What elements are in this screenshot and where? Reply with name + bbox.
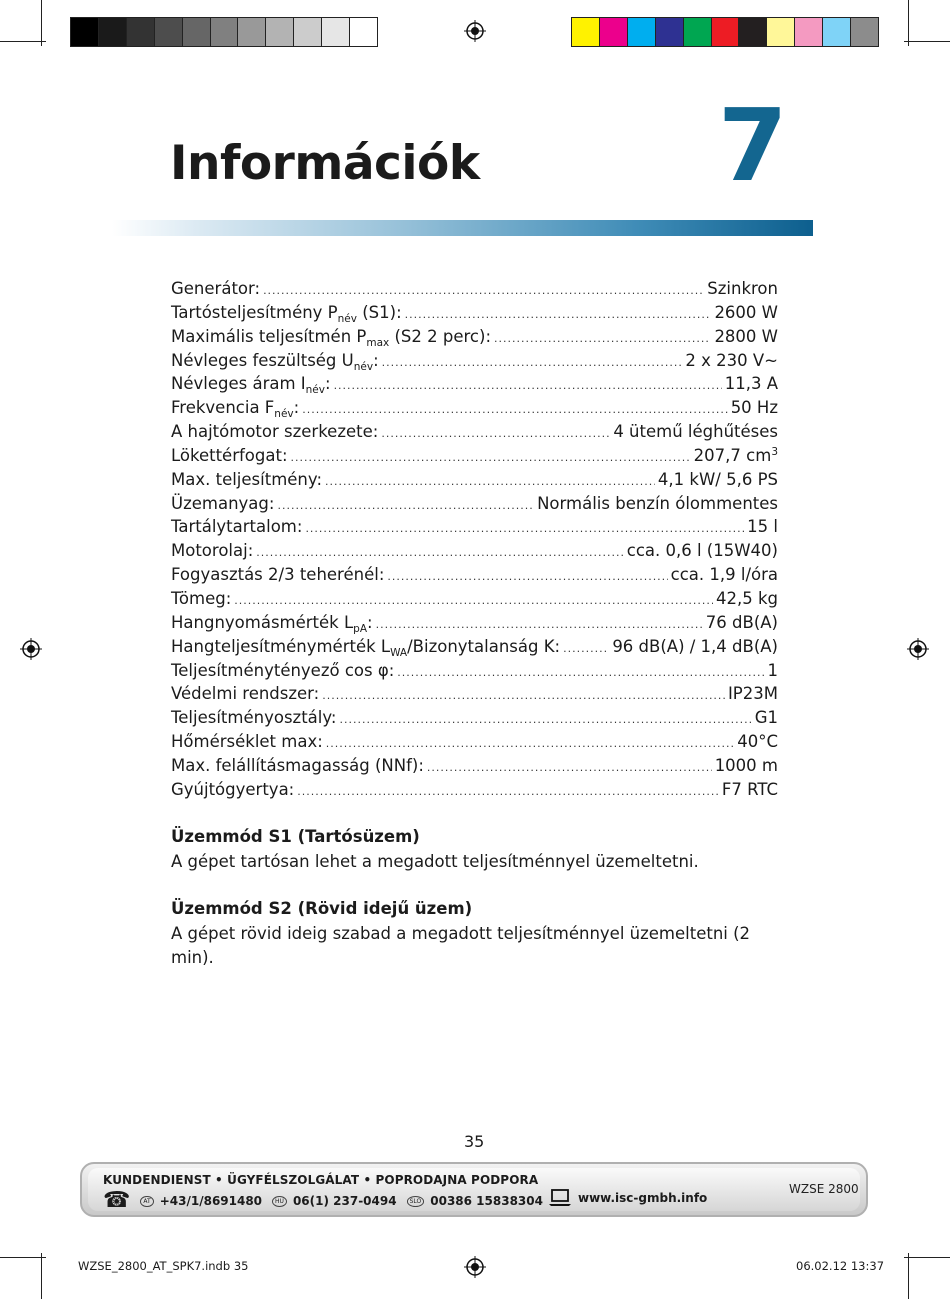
color-swatch bbox=[211, 18, 239, 46]
chapter-number: 7 bbox=[718, 87, 788, 204]
color-swatch bbox=[656, 18, 684, 46]
dot-leader bbox=[427, 761, 712, 774]
spec-label bbox=[171, 613, 373, 635]
spec-value: 1000 m bbox=[714, 755, 778, 775]
spec-value-text: 207,7 cm bbox=[693, 445, 772, 465]
registration-mark-icon bbox=[464, 1256, 486, 1278]
spec-list bbox=[171, 279, 778, 804]
dot-leader bbox=[263, 284, 704, 297]
spec-row bbox=[171, 327, 778, 351]
spec-label-text: (S2 2 perc): bbox=[389, 326, 492, 346]
spec-label-text: Hangnyomásmérték L bbox=[171, 612, 354, 632]
dot-leader bbox=[256, 546, 623, 559]
telephone-icon: ☎ bbox=[103, 1188, 131, 1213]
spec-value: 2600 W bbox=[714, 302, 778, 322]
color-swatch bbox=[322, 18, 350, 46]
spec-value: 50 Hz bbox=[730, 398, 778, 418]
color-swatch bbox=[99, 18, 127, 46]
spec-label-text: Frekvencia F bbox=[171, 398, 275, 418]
phone-row bbox=[103, 1190, 543, 1212]
dot-leader bbox=[397, 666, 764, 679]
mode-s1-text: A gépet tartósan lehet a megadott teljesítménnyel üzemeltetni. bbox=[171, 852, 699, 871]
spec-row bbox=[171, 494, 778, 518]
color-swatch bbox=[71, 18, 99, 46]
spec-value-superscript: 3 bbox=[771, 445, 778, 458]
dot-leader bbox=[405, 308, 712, 321]
dot-leader bbox=[297, 785, 719, 798]
process-color-bar bbox=[571, 17, 879, 47]
spec-value: 15 l bbox=[747, 517, 778, 537]
crop-mark bbox=[908, 1253, 909, 1299]
spec-label bbox=[171, 374, 331, 396]
grayscale-color-bar bbox=[70, 17, 378, 47]
color-swatch bbox=[572, 18, 600, 46]
spec-label-subscript: max bbox=[366, 336, 390, 349]
crop-mark bbox=[0, 41, 46, 42]
phone-number[interactable]: 00386 15838304 bbox=[430, 1194, 543, 1208]
spec-label-text: Tartósteljesítmény P bbox=[171, 302, 338, 322]
color-swatch bbox=[739, 18, 767, 46]
dot-leader bbox=[322, 689, 725, 702]
spec-label: Generátor: bbox=[171, 279, 261, 298]
color-swatch bbox=[767, 18, 795, 46]
spec-label: Teljesítményosztály: bbox=[171, 708, 337, 728]
phone-number[interactable]: 06(1) 237-0494 bbox=[292, 1194, 397, 1208]
spec-label bbox=[171, 351, 379, 373]
spec-value: 4,1 kW/ 5,6 PS bbox=[657, 469, 778, 489]
slug-file-name: WZSE_2800_AT_SPK7.indb 35 bbox=[78, 1259, 249, 1273]
spec-label-text: : bbox=[373, 350, 379, 370]
spec-value: G1 bbox=[754, 708, 778, 728]
spec-row bbox=[171, 541, 778, 565]
color-swatch bbox=[851, 18, 878, 46]
color-swatch bbox=[127, 18, 155, 46]
crop-mark bbox=[904, 1257, 950, 1258]
dot-leader bbox=[563, 642, 609, 655]
crop-mark bbox=[904, 41, 950, 42]
dot-leader bbox=[387, 570, 667, 583]
spec-value: cca. 1,9 l/óra bbox=[670, 565, 778, 585]
slug-date: 06.02.12 13:37 bbox=[796, 1259, 885, 1273]
spec-label bbox=[171, 398, 299, 420]
spec-value: cca. 0,6 l (15W40) bbox=[626, 541, 778, 561]
spec-label-text: : bbox=[325, 374, 331, 394]
color-swatch bbox=[183, 18, 211, 46]
color-swatch bbox=[600, 18, 628, 46]
color-swatch bbox=[350, 18, 377, 46]
spec-label: Lökettérfogat: bbox=[171, 445, 288, 465]
spec-label: Tömeg: bbox=[171, 588, 232, 608]
dot-leader bbox=[376, 618, 703, 631]
header-gradient-bar bbox=[112, 220, 813, 236]
dot-leader bbox=[326, 737, 734, 750]
spec-label-subscript: név bbox=[274, 408, 294, 421]
spec-row bbox=[171, 565, 778, 589]
color-swatch bbox=[823, 18, 851, 46]
spec-label: Motorolaj: bbox=[171, 541, 254, 561]
spec-value: 76 dB(A) bbox=[705, 612, 778, 632]
page-title: Információk bbox=[170, 136, 480, 191]
spec-value: 2800 W bbox=[714, 326, 778, 346]
spec-label-text: /Bizonytalanság K: bbox=[407, 636, 561, 656]
crop-mark bbox=[908, 0, 909, 46]
color-swatch bbox=[684, 18, 712, 46]
spec-row bbox=[171, 422, 778, 446]
spec-value: IP23M bbox=[727, 684, 778, 704]
spec-row bbox=[171, 398, 778, 422]
website-row bbox=[548, 1189, 707, 1207]
dot-leader bbox=[291, 451, 691, 464]
color-swatch bbox=[795, 18, 823, 46]
spec-row bbox=[171, 780, 778, 804]
spec-value bbox=[694, 446, 778, 465]
spec-label: Üzemanyag: bbox=[171, 493, 275, 513]
dot-leader bbox=[234, 594, 713, 607]
spec-row bbox=[171, 613, 778, 637]
spec-label-text: Maximális teljesítmén P bbox=[171, 326, 367, 346]
spec-row bbox=[171, 732, 778, 756]
spec-label-text: Hangteljesítménymérték L bbox=[171, 636, 391, 656]
spec-row bbox=[171, 589, 778, 613]
dot-leader bbox=[334, 379, 722, 392]
spec-row bbox=[171, 470, 778, 494]
spec-label: A hajtómotor szerkezete: bbox=[171, 422, 379, 442]
dot-leader bbox=[325, 475, 655, 488]
spec-row bbox=[171, 517, 778, 541]
website-link[interactable]: www.isc-gmbh.info bbox=[578, 1191, 708, 1205]
spec-label-text: (S1): bbox=[356, 302, 402, 322]
phone-number[interactable]: +43/1/8691480 bbox=[159, 1194, 263, 1208]
laptop-icon bbox=[548, 1189, 572, 1207]
spec-row bbox=[171, 279, 778, 303]
country-badge: HU bbox=[272, 1196, 287, 1207]
spec-value: 2 x 230 V~ bbox=[685, 350, 778, 370]
color-swatch bbox=[712, 18, 740, 46]
spec-label-subscript: név bbox=[305, 384, 325, 397]
spec-row bbox=[171, 351, 778, 375]
spec-label-text: Névleges feszültség U bbox=[171, 350, 354, 370]
spec-label bbox=[171, 637, 560, 659]
dot-leader bbox=[494, 332, 711, 345]
page-number: 35 bbox=[464, 1132, 485, 1151]
dot-leader bbox=[382, 356, 683, 369]
color-swatch bbox=[155, 18, 183, 46]
registration-mark-icon bbox=[907, 638, 929, 660]
service-label: KUNDENDIENST • ÜGYFÉLSZOLGÁLAT • POPRODAJNA PODPORA bbox=[103, 1173, 539, 1187]
color-swatch bbox=[238, 18, 266, 46]
dot-leader bbox=[277, 499, 534, 512]
spec-label: Fogyasztás 2/3 teherénél: bbox=[171, 565, 385, 585]
spec-value: 1 bbox=[767, 660, 778, 680]
spec-label-subscript: WA bbox=[390, 646, 408, 659]
spec-label-text: : bbox=[367, 612, 373, 632]
spec-value: Normális benzín ólommentes bbox=[537, 493, 778, 513]
registration-mark-icon bbox=[464, 20, 486, 42]
spec-value: F7 RTC bbox=[721, 779, 778, 799]
spec-value: 11,3 A bbox=[724, 374, 778, 394]
spec-label: Tartálytartalom: bbox=[171, 517, 303, 537]
spec-label: Védelmi rendszer: bbox=[171, 684, 320, 704]
spec-row bbox=[171, 637, 778, 661]
country-badge: AT bbox=[140, 1196, 153, 1207]
spec-row bbox=[171, 446, 778, 470]
spec-value: 40°C bbox=[737, 732, 778, 752]
mode-s1-heading: Üzemmód S1 (Tartósüzem) bbox=[171, 827, 420, 846]
spec-row bbox=[171, 708, 778, 732]
spec-value: 96 dB(A) / 1,4 dB(A) bbox=[612, 636, 778, 656]
color-swatch bbox=[294, 18, 322, 46]
color-swatch bbox=[266, 18, 294, 46]
dot-leader bbox=[305, 522, 744, 535]
spec-label-subscript: név bbox=[353, 360, 374, 373]
spec-row bbox=[171, 661, 778, 685]
spec-value: Szinkron bbox=[707, 279, 778, 298]
spec-label bbox=[171, 303, 402, 325]
crop-mark bbox=[41, 0, 42, 46]
spec-label-subscript: név bbox=[337, 312, 357, 325]
spec-label: Hőmérséklet max: bbox=[171, 732, 323, 752]
spec-label-text: : bbox=[293, 398, 300, 418]
spec-label: Max. teljesítmény: bbox=[171, 469, 322, 489]
spec-value: 4 ütemű léghűtéses bbox=[613, 422, 778, 442]
dot-leader bbox=[339, 713, 751, 726]
spec-label: Teljesítménytényező cos φ: bbox=[171, 660, 395, 680]
registration-mark-icon bbox=[20, 638, 42, 660]
country-badge: SLO bbox=[407, 1196, 425, 1207]
spec-label bbox=[171, 327, 491, 349]
spec-row bbox=[171, 374, 778, 398]
crop-mark bbox=[0, 1257, 46, 1258]
spec-row bbox=[171, 303, 778, 327]
spec-label-text: Névleges áram I bbox=[171, 374, 306, 394]
crop-mark bbox=[41, 1253, 42, 1299]
color-swatch bbox=[628, 18, 656, 46]
spec-row bbox=[171, 756, 778, 780]
spec-row bbox=[171, 684, 778, 708]
mode-s2-text: A gépet rövid ideig szabad a megadott teljesítménnyel üzemeltetni (2 min). bbox=[171, 924, 751, 967]
spec-value: 42,5 kg bbox=[715, 588, 778, 608]
mode-s2-heading: Üzemmód S2 (Rövid idejű üzem) bbox=[171, 899, 473, 918]
dot-leader bbox=[302, 403, 727, 416]
spec-label-subscript: pA bbox=[353, 622, 368, 635]
spec-label: Max. felállításmagasság (NNf): bbox=[171, 755, 424, 775]
spec-label: Gyújtógyertya: bbox=[171, 779, 295, 799]
dot-leader bbox=[381, 427, 610, 440]
model-label: WZSE 2800 bbox=[789, 1182, 859, 1196]
